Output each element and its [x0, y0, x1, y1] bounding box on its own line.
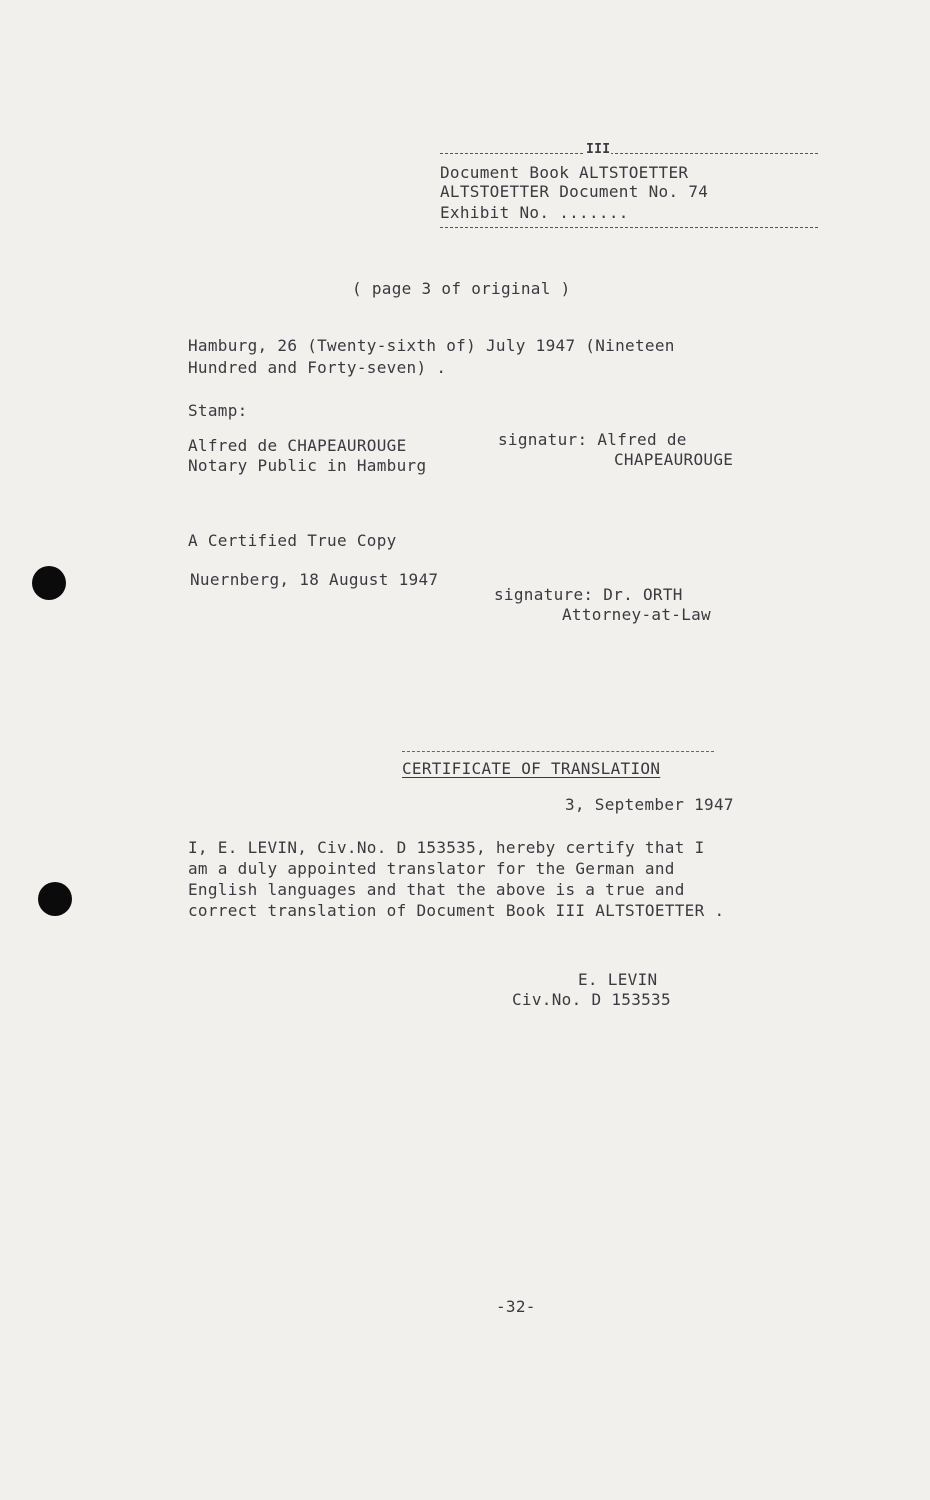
page-reference: ( page 3 of original )	[352, 279, 571, 298]
notary-signature-name: CHAPEAUROUGE	[614, 450, 734, 469]
header-bottom-rule	[440, 227, 818, 228]
certificate-body-line-2: am a duly appointed translator for the German and	[188, 859, 675, 878]
certificate-body-line-3: English languages and that the above is a true and	[188, 880, 685, 899]
punch-hole-lower	[38, 882, 72, 916]
certificate-body-line-1: I, E. LEVIN, Civ.No. D 153535, hereby certify that I	[188, 838, 705, 857]
translator-name: E. LEVIN	[578, 970, 658, 989]
notary-name: Alfred de CHAPEAUROUGE	[188, 436, 407, 455]
nuernberg-date: Nuernberg, 18 August 1947	[190, 570, 439, 589]
punch-hole-upper	[32, 566, 66, 600]
attorney-signature: signature: Dr. ORTH	[494, 585, 683, 604]
page-number: -32-	[496, 1297, 536, 1316]
certified-copy-label: A Certified True Copy	[188, 531, 397, 550]
exhibit-number-line: Exhibit No. .......	[440, 203, 629, 222]
volume-mark: III	[585, 140, 611, 160]
place-date-line-2: Hundred and Forty-seven) .	[188, 358, 447, 377]
attorney-title: Attorney-at-Law	[562, 605, 711, 624]
translator-civ-number: Civ.No. D 153535	[512, 990, 671, 1009]
certificate-title-overline	[402, 751, 714, 752]
notary-title: Notary Public in Hamburg	[188, 456, 427, 475]
certificate-date: 3, September 1947	[565, 795, 734, 814]
header-top-rule	[440, 153, 818, 154]
document-number-line: ALTSTOETTER Document No. 74	[440, 182, 709, 201]
notary-signature-label: signatur: Alfred de	[498, 430, 687, 449]
stamp-label: Stamp:	[188, 401, 248, 420]
place-date-line-1: Hamburg, 26 (Twenty-sixth of) July 1947 (Nineteen	[188, 336, 675, 355]
certificate-title: CERTIFICATE OF TRANSLATION	[402, 759, 661, 778]
certificate-body-line-4: correct translation of Document Book III ALTSTOETTER .	[188, 901, 725, 920]
document-book-line: Document Book ALTSTOETTER	[440, 163, 689, 182]
